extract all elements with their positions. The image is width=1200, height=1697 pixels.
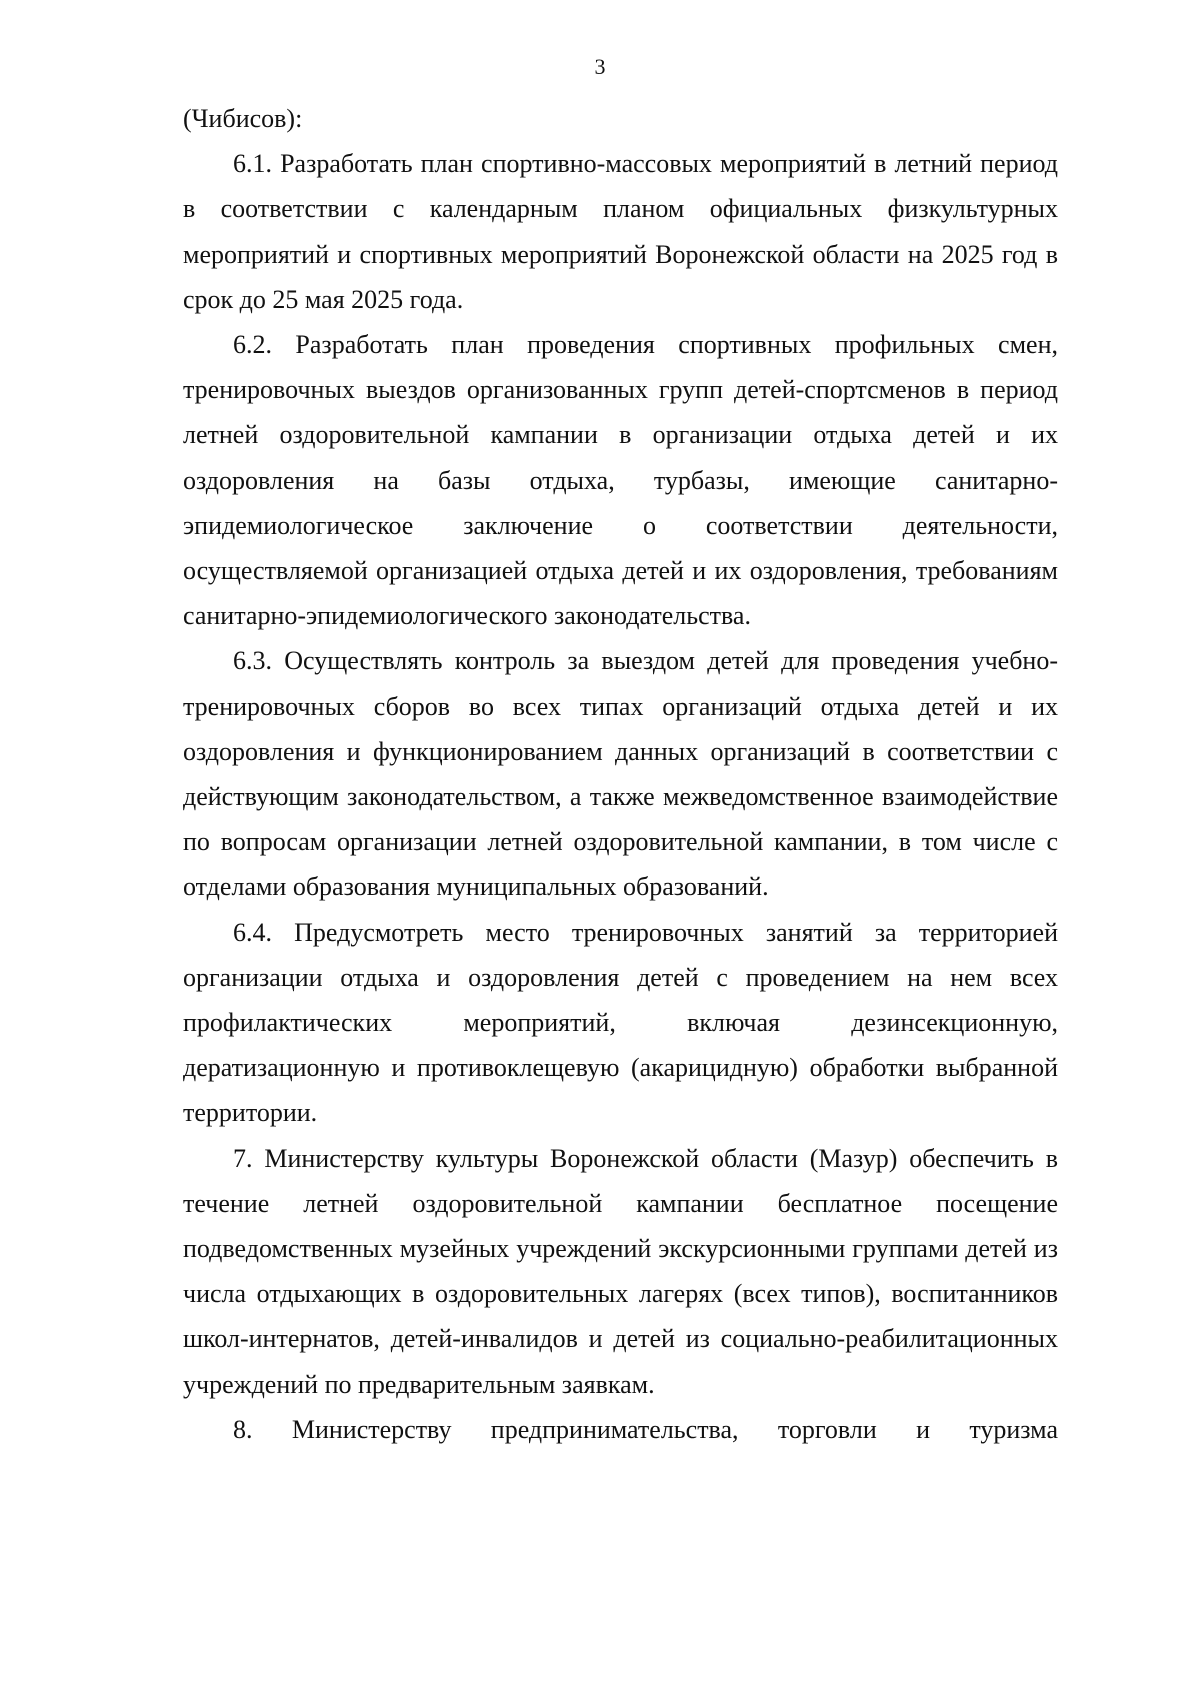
document-body	[183, 96, 1058, 1452]
paragraph-6-3: 6.3. Осуществлять контроль за выездом детей для проведения учебно-тренировочных сборов во всех типах организаций отдыха детей и их оздоровления и функционированием данных организаций в соответствии с действующим законодательством, а также межведомственное взаимодействие по вопросам организации летней оздоровительной кампании, в том числе с отделами образования муниципальных образований.	[183, 646, 1058, 902]
paragraph-6-2: 6.2. Разработать план проведения спортивных профильных смен, тренировочных выездов организованных групп детей-спортсменов в период летней оздоровительной кампании в организации отдыха детей и их оздоровления на базы отдыха, турбазы, имеющие санитарно-эпидемиологическое заключение о соответствии деятельности, осуществляемой организацией отдыха детей и их оздоровления, требованиям санитарно-эпидемиологического законодательства.	[183, 330, 1058, 631]
paragraph-7: 7. Министерству культуры Воронежской области (Мазур) обеспечить в течение летней оздоровительной кампании бесплатное посещение подведомственных музейных учреждений экскурсионными группами детей из числа отдыхающих в оздоровительных лагерях (всех типов), воспитанников школ-интернатов, детей-инвалидов и детей из социально-реабилитационных учреждений по предварительным заявкам.	[183, 1143, 1058, 1399]
paragraph-continuation: (Чибисов):	[183, 104, 303, 133]
paragraph-6-1: 6.1. Разработать план спортивно-массовых мероприятий в летний период в соответствии с календарным планом официальных физкультурных мероприятий и спортивных мероприятий Воронежской области на 2025 год в срок до 25 мая 2025 года.	[183, 149, 1058, 314]
paragraph-6-4: 6.4. Предусмотреть место тренировочных занятий за территорией организации отдыха и оздоровления детей с проведением на нем всех профилактических мероприятий, включая дезинсекционную, дератизационную и противоклещевую (акарицидную) обработки выбранной территории.	[183, 917, 1058, 1128]
paragraph-8: 8. Министерству предпринимательства, торговли и туризма	[233, 1414, 1058, 1444]
page-number: 3	[594, 54, 606, 79]
